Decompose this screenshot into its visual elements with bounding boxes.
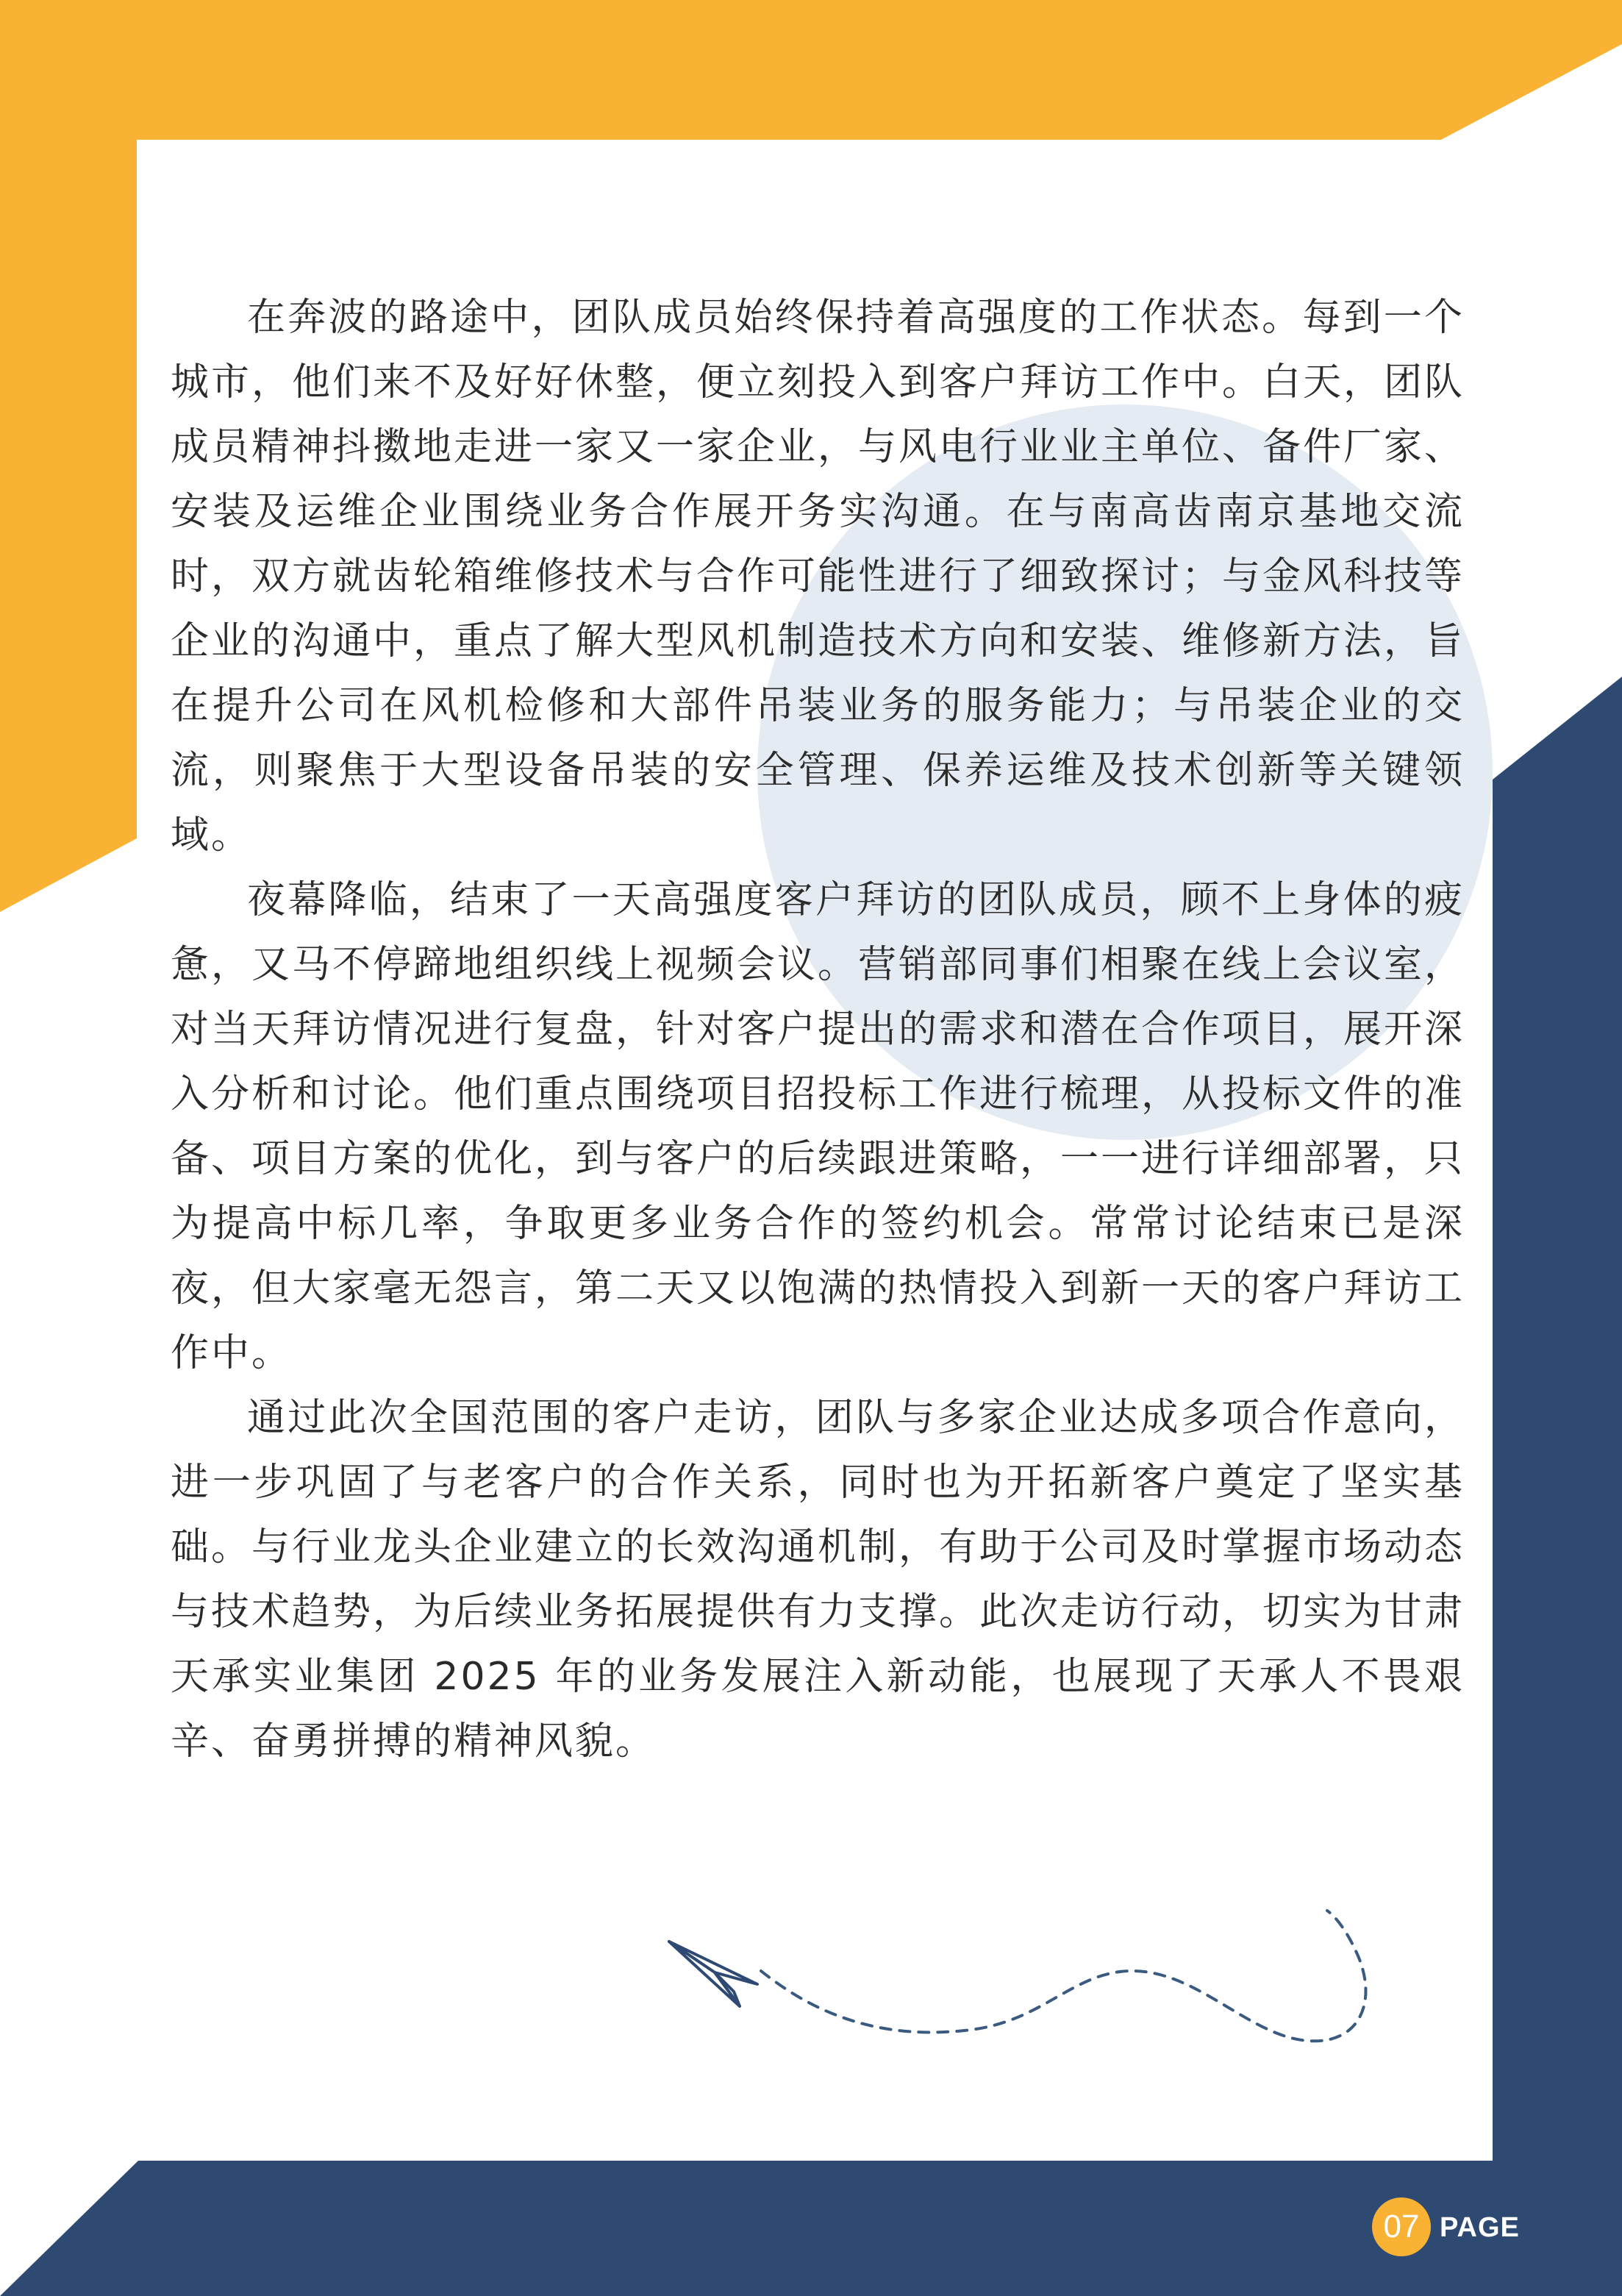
page-number-badge: 07 (1372, 2197, 1431, 2256)
paragraph-2: 夜幕降临，结束了一天高强度客户拜访的团队成员，顾不上身体的疲惫，又马不停蹄地组织线上视频会议。营销部同事们相聚在线上会议室，对当天拜访情况进行复盘，针对客户提出的需求和潜在合作项目，展开深入分析和讨论。他们重点围绕项目招投标工作进行梳理，从投标文件的准备、项目方案的优化，到与客户的后续跟进策略，一一进行详细部署，只为提高中标几率，争取更多业务合作的签约机会。常常讨论结束已是深夜，但大家毫无怨言，第二天又以饱满的热情投入到新一天的客户拜访工作中。 (171, 878, 1465, 1375)
flight-trail (761, 1911, 1365, 2041)
paper-plane-icon (662, 1890, 1397, 2067)
page-label: PAGE (1440, 2212, 1520, 2243)
paragraph-3: 通过此次全国范围的客户走访，团队与多家企业达成多项合作意向，进一步巩固了与老客户的合作关系，同时也为开拓新客户奠定了坚实基础。与行业龙头企业建立的长效沟通机制，有助于公司及时掌握市场动态与技术趋势，为后续业务拓展提供有力支撑。此次走访行动，切实为甘肃天承实业集团 2025 年的业务发展注入新动能，也展现了天承人不畏艰辛、奋勇拼搏的精神风貌。 (171, 1396, 1465, 1764)
article-body (171, 285, 1465, 1774)
navy-right-shape (1493, 677, 1622, 2161)
paper-plane-shape (669, 1942, 757, 2006)
paragraph-1: 在奔波的路途中，团队成员始终保持着高强度的工作状态。每到一个城市，他们来不及好好休整，便立刻投入到客户拜访工作中。白天，团队成员精神抖擞地走进一家又一家企业，与风电行业业主单位、备件厂家、安装及运维企业围绕业务合作展开务实沟通。在与南高齿南京基地交流时，双方就齿轮箱维修技术与合作可能性进行了细致探讨；与金风科技等企业的沟通中，重点了解大型风机制造技术方向和安装、维修新方法，旨在提升公司在风机检修和大部件吊装业务的服务能力；与吊装企业的交流，则聚焦于大型设备吊装的安全管理、保养运维及技术创新等关键领域。 (171, 296, 1465, 858)
